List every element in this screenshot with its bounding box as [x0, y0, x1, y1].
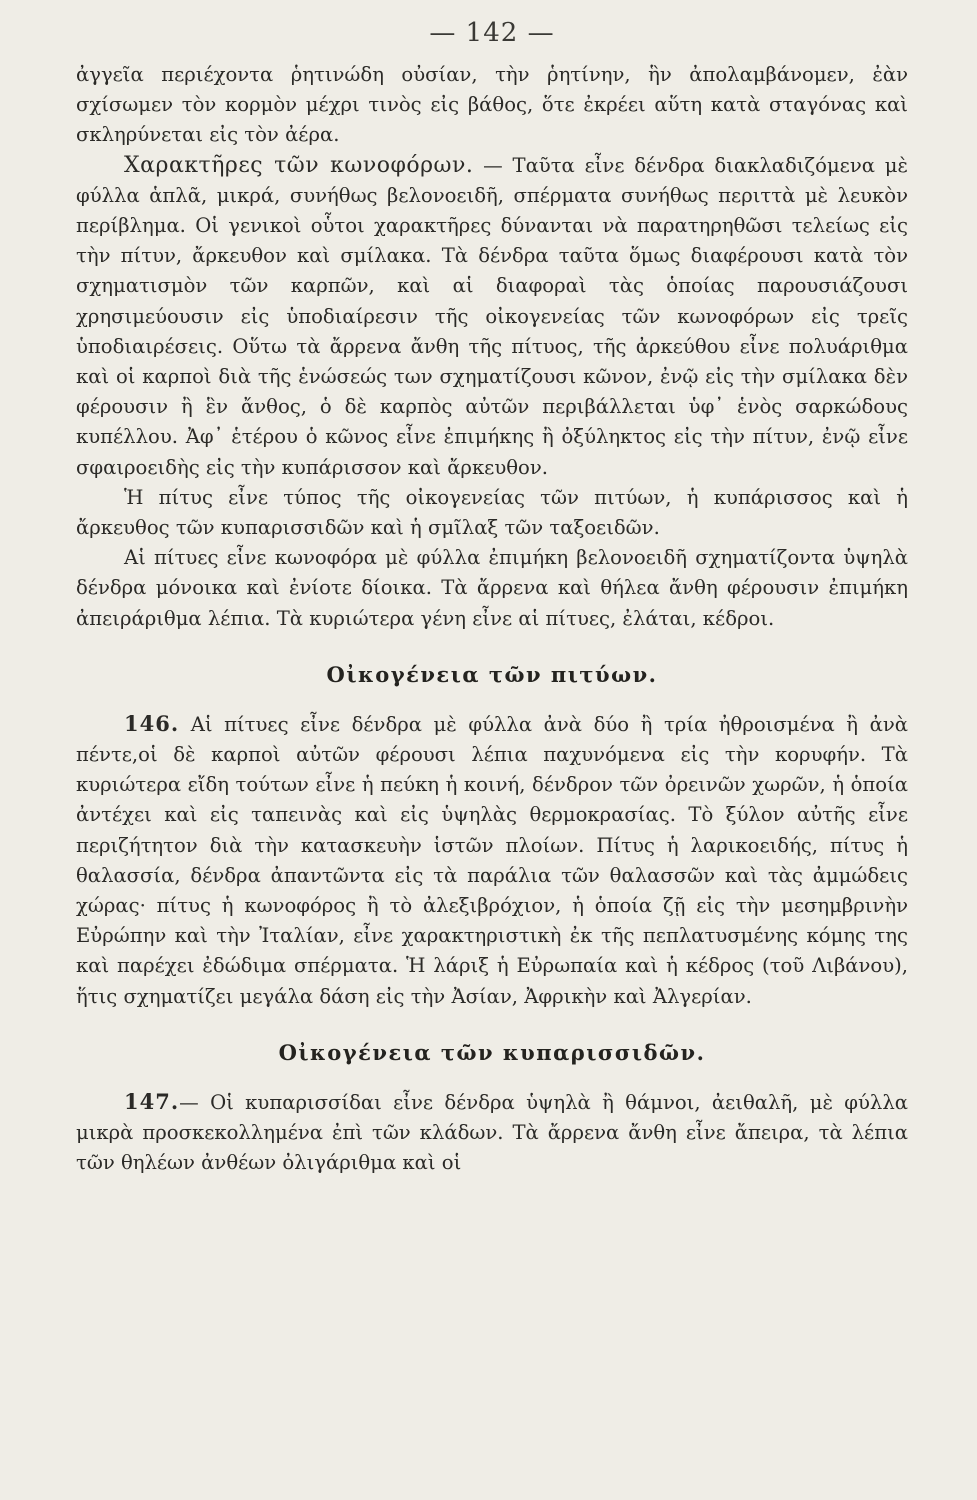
- paragraph-147: [76, 1087, 908, 1179]
- paragraph-pines: Αἱ πίτυες εἶνε κωνοφόρα μὲ φύλλα ἐπιμήκη βελονοειδῆ σχηματίζοντα ὑψηλὰ δένδρα μόνοικα καὶ ἐνίοτε δίοικα. Τὰ ἄρρενα καὶ θήλεα ἄνθη φέρουσιν ἐπιμήκη ἀπειράριθμα λέπια. Τὰ κυριώτερα γένη εἶνε αἱ πίτυες, ἐλάται, κέδροι.: [76, 546, 908, 630]
- section-heading-cypress-family: Οἰκογένεια τῶν κυπαρισσιδῶν.: [278, 1039, 706, 1065]
- paragraph-lead-title: Χαρακτῆρες τῶν κωνοφόρων.: [124, 152, 474, 178]
- paragraph-body: Αἱ πίτυες εἶνε δένδρα μὲ φύλλα ἀνὰ δύο ἢ τρία ἠθροισμένα ἢ ἀνὰ πέντε,οἱ δὲ καρποὶ αὐτῶν φέρουσι λέπια παχυνόμενα εἰς τὴν κορυφήν. Τὰ κυριώτερα εἴδη τούτων εἶνε ἡ πεύκη ἡ κοινή, δένδρον τῶν ὀρεινῶν χωρῶν, ἡ ὁποία ἀντέχει καὶ εἰς ταπεινὰς καὶ εἰς ὑψηλὰς θερμοκρασίας. Τὸ ξύλον αὐτῆς εἶνε περιζήτητον διὰ τὴν κατασκευὴν ἱστῶν πλοίων. Πίτυς ἡ λαρικοειδής, πίτυς ἡ θαλασσία, δένδρα ἀπαντῶντα εἰς τὰ παράλια τῶν θαλασσῶν καὶ τὰς ἀμμώδεις χώρας· πίτυς ἡ κωνοφόρος ἢ τὸ ἀλεξιβρόχιον, ἡ ὁποία ζῇ εἰς τὴν μεσημβρινὴν Εὐρώπην καὶ τὴν Ἰταλίαν, εἶνε χαρακτηριστικὴ ἐκ τῆς πεπλατυσμένης κόμης της καὶ παρέχει ἐδώδιμα σπέρματα. Ἡ λάριξ ἡ Εὐρωπαία καὶ ἡ κέδρος (τοῦ Λιβάνου), ἥτις σχηματίζει μεγάλα δάση εἰς τὴν Ἀσίαν, Ἀφρικὴν καὶ Ἀλγερίαν.: [76, 712, 908, 1008]
- paragraph-family-types: Ἡ πίτυς εἶνε τύπος τῆς οἰκογενείας τῶν πιτύων, ἡ κυπάρισσος καὶ ἡ ἄρκευθος τῶν κυπαρισσιδῶν καὶ ἡ σμῖλαξ τῶν ταξοειδῶν.: [76, 485, 908, 540]
- section-number: 146.: [124, 710, 180, 736]
- paragraph-146: [76, 709, 908, 1012]
- page-number: — 142 —: [429, 18, 555, 48]
- paragraph-resin: ἀγγεῖα περιέχοντα ῥητινώδη οὐσίαν, τὴν ῥητίνην, ἣν ἀπολαμβάνομεν, ἐὰν σχίσωμεν τὸν κορμὸν μέχρι τινὸς εἰς βάθος, ὅτε ἐκρέει αὕτη κατὰ σταγόνας καὶ σκληρύνεται εἰς τὸν ἀέρα.: [76, 63, 908, 147]
- paragraph-body: — Οἱ κυπαρισσίδαι εἶνε δένδρα ὑψηλὰ ἢ θάμνοι, ἀειθαλῆ, μὲ φύλλα μικρὰ προσκεκολλημένα ἐπὶ τῶν κλάδων. Τὰ ἄρρενα ἄνθη εἶνε ἄπειρα, τὰ λέπια τῶν θηλέων ἀνθέων ὀλιγάριθμα καὶ οἱ: [76, 1090, 908, 1175]
- section-heading-pine-family: Οἰκογένεια τῶν πιτύων.: [326, 661, 658, 687]
- book-page: [76, 18, 908, 1488]
- paragraph-body: — Ταῦτα εἶνε δένδρα διακλαδιζόμενα μὲ φύλλα ἁπλᾶ, μικρά, συνήθως βελονοειδῆ, σπέρματα συνήθως περιττὰ μὲ λευκὸν περίβλημα. Οἱ γενικοὶ οὗτοι χαρακτῆρες δύνανται νὰ παρατηρηθῶσι τελείως εἰς τὴν πίτυν, ἄρκευθον καὶ σμίλακα. Τὰ δένδρα ταῦτα ὅμως διαφέρουσι κατὰ τὸν σχηματισμὸν τῶν καρπῶν, καὶ αἱ διαφοραὶ τὰς ὁποίας παρουσιάζουσι χρησιμεύουσιν εἰς ὑποδιαίρεσιν τῆς οἰκογενείας τῶν κωνοφόρων εἰς τρεῖς ὑποδιαιρέσεις. Οὕτω τὰ ἄρρενα ἄνθη τῆς πίτυος, τῆς ἀρκεύθου εἶνε πολυάριθμα καὶ οἱ καρποὶ διὰ τῆς ἑνώσεώς των σχηματίζουσι κῶνον, ἐνῷ εἰς τὴν σμίλακα δὲν φέρουσιν ἢ ἓν ἄνθος, ὁ δὲ καρπὸς αὐτῶν περιβάλλεται ὑφ᾿ ἑνὸς σαρκώδους κυπέλλου. Ἀφ᾿ ἑτέρου ὁ κῶνος εἶνε ἐπιμήκης ἢ ὀξύληκτος εἰς τὴν πίτυν, ἐνῷ εἶνε σφαιροειδὴς εἰς τὴν κυπάρισσον καὶ ἄρκευθον.: [76, 153, 908, 479]
- section-number: 147.: [124, 1088, 180, 1114]
- paragraph-conifer-characteristics: [76, 151, 908, 483]
